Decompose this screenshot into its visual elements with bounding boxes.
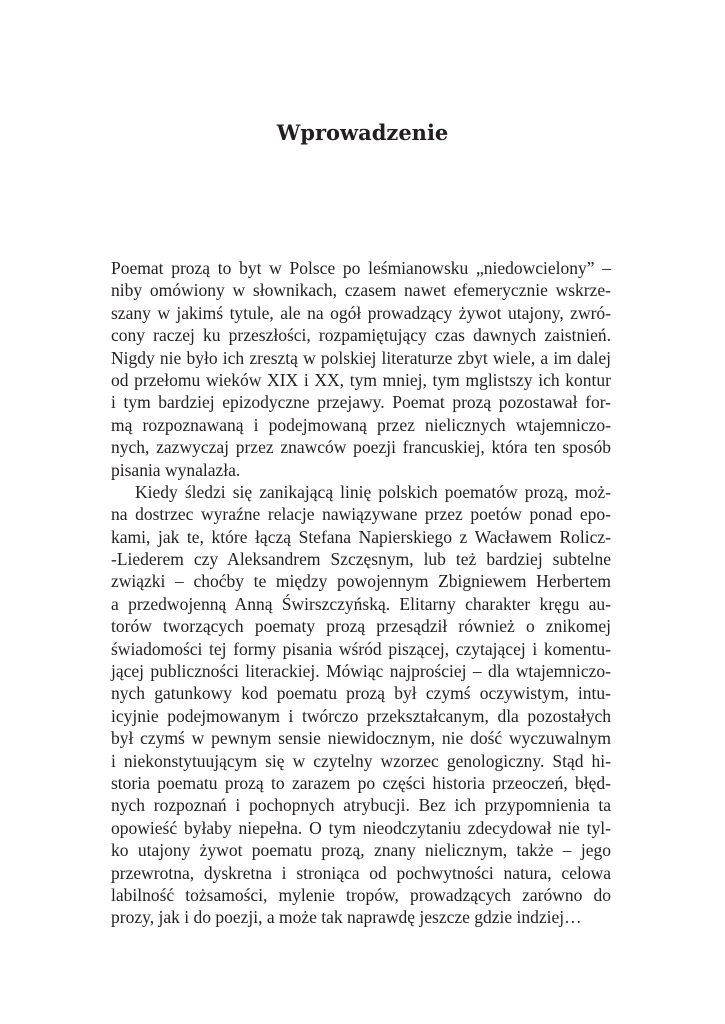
text-line: mą rozpoznawaną i podejmowaną przez nielicznych wtajemniczo- <box>111 414 611 435</box>
text-line: nych, zazwyczaj przez znawców poezji francuskiej, która ten sposób <box>111 437 611 458</box>
text-line: przewrotna, dyskretna i stroniąca od pochwytności natura, celowa <box>111 862 611 883</box>
text-line: świadomości tej formy pisania wśród piszącej, czytającej i komentu- <box>111 638 611 659</box>
text-line: torów tworzących poematy prozą przesądził również o znikomej <box>111 616 611 637</box>
text-line: kami, jak te, które łączą Stefana Napierskiego z Wacławem Rolicz- <box>111 526 611 547</box>
text-line: i niekonstytuującym się w czytelny wzorzec genologiczny. Stąd hi- <box>111 750 611 771</box>
text-line: nych gatunkowy kod poematu prozą był czymś oczywistym, intu- <box>111 683 611 704</box>
text-line: był czymś w pewnym sensie niewidocznym, nie dość wyczuwalnym <box>111 728 611 749</box>
text-line: jącej publiczności literackiej. Mówiąc najprościej – dla wtajemniczo- <box>111 661 611 682</box>
text-line: ko utajony żywot poematu prozą, znany nielicznym, także – jego <box>111 840 611 861</box>
text-line: cony raczej ku przeszłości, rozpamiętujący czas dawnych zaistnień. <box>111 325 611 346</box>
text-line: szany w jakimś tytule, ale na ogół prowadzący żywot utajony, zwró- <box>111 302 611 323</box>
paragraph-1 <box>111 257 611 481</box>
text-line: pisania wynalazła. <box>111 459 241 480</box>
text-line: niby omówiony w słownikach, czasem nawet efemerycznie wskrze- <box>111 280 611 301</box>
text-line: nych rozpoznań i pochopnych atrybucji. Bez ich przypomnienia ta <box>111 795 611 816</box>
text-line: -Liederem czy Aleksandrem Szczęsnym, lub też bardziej subtelne <box>111 549 611 570</box>
text-line: icyjnie podejmowanym i twórczo przekształcanym, dla pozostałych <box>111 705 611 726</box>
text-line: Poemat prozą to byt w Polsce po leśmianowsku „niedowcielony” – <box>111 258 611 278</box>
text-line: związki – choćby te między powojennym Zbigniewem Herbertem <box>111 571 611 592</box>
body-text <box>111 257 611 929</box>
paragraph-2 <box>111 481 611 929</box>
text-line: storia poematu prozą to zarazem po części historia przeoczeń, błęd- <box>111 772 611 793</box>
text-line: Nigdy nie było ich zresztą w polskiej literaturze zbyt wiele, a im dalej <box>111 347 611 368</box>
text-line: na dostrzec wyraźne relacje nawiązywane przez poetów ponad epo- <box>111 504 611 525</box>
text-line: a przedwojenną Anną Świrszczyńską. Elitarny charakter kręgu au- <box>111 593 611 614</box>
text-line: Kiedy śledzi się zanikającą linię polskich poematów prozą, moż- <box>135 481 611 502</box>
text-line: prozy, jak i do poezji, a może tak naprawdę jeszcze gdzie indziej… <box>111 907 582 928</box>
chapter-title: Wprowadzenie <box>276 120 449 145</box>
text-line: labilność tożsamości, mylenie tropów, prowadzących zarówno do <box>111 884 611 905</box>
text-line: od przełomu wieków XIX i XX, tym mniej, tym mglistszy ich kontur <box>111 369 611 390</box>
text-line: i tym bardziej epizodyczne przejawy. Poemat prozą pozostawał for- <box>111 392 611 413</box>
text-line: opowieść byłaby niepełna. O tym nieodczytaniu zdecydował nie tyl- <box>111 817 611 838</box>
